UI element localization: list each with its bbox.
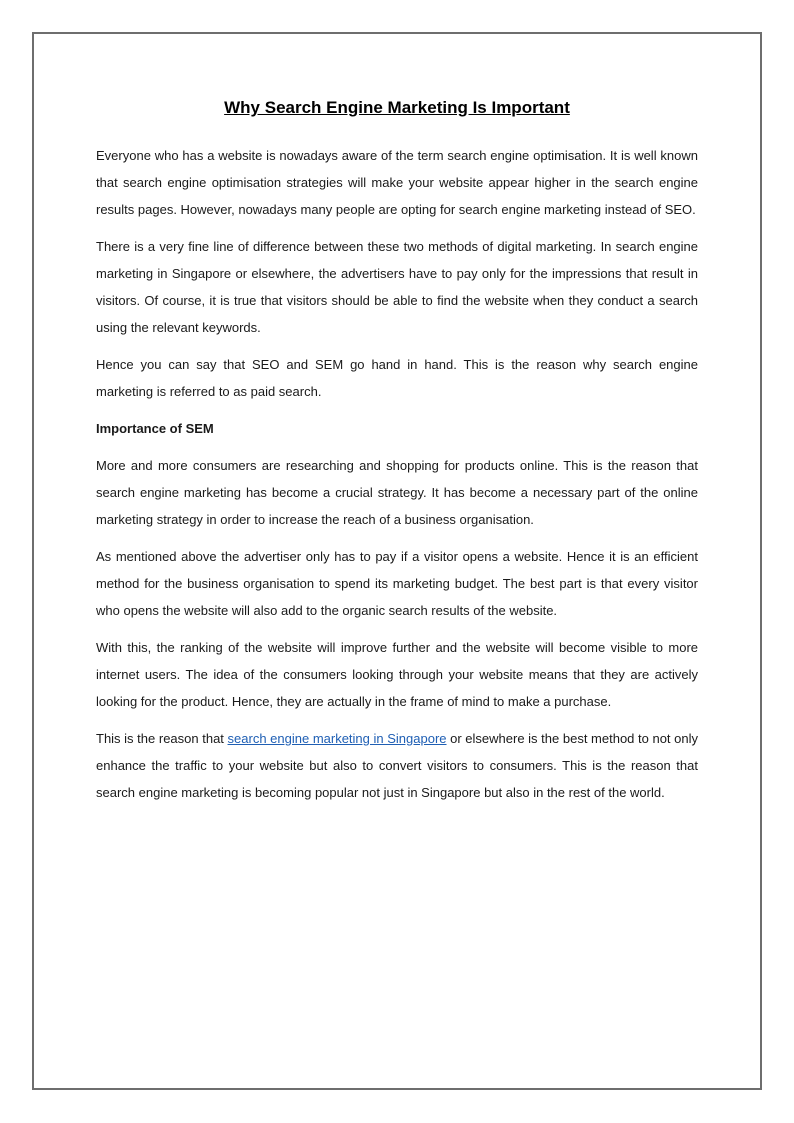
document-body	[96, 96, 698, 816]
paragraph: With this, the ranking of the website will improve further and the website will become visible to more internet users. The idea of the consumers looking through your website means that they are actively looking for the product. Hence, they are actually in the frame of mind to make a purchase.	[96, 640, 698, 709]
paragraph: Everyone who has a website is nowadays aware of the term search engine optimisation. It is well known that search engine optimisation strategies will make your website appear higher in the search engine results pages. However, nowadays many people are opting for search engine marketing instead of SEO.	[96, 148, 698, 217]
sem-singapore-link[interactable]: search engine marketing in Singapore	[227, 731, 447, 746]
final-paragraph-intro: This is the reason that	[96, 731, 228, 746]
final-paragraph	[96, 725, 698, 806]
final-paragraph-rest: or elsewhere is the best method to not only enhance the traffic to your website but also to convert visitors to consumers. This is the reason that search engine marketing is becoming popular not just in Singapore but also in the rest of the world.	[96, 731, 699, 800]
section-heading: Importance of SEM	[96, 421, 214, 436]
paragraph: There is a very fine line of difference between these two methods of digital marketing. In search engine marketing in Singapore or elsewhere, the advertisers have to pay only for the impressions that result in visitors. Of course, it is true that visitors should be able to find the website when they conduct a search using the relevant keywords.	[96, 239, 698, 335]
paragraph: More and more consumers are researching and shopping for products online. This is the reason that search engine marketing has become a crucial strategy. It has become a necessary part of the online marketing strategy in order to increase the reach of a business organisation.	[96, 458, 698, 527]
paragraph: Hence you can say that SEO and SEM go hand in hand. This is the reason why search engine marketing is referred to as paid search.	[96, 357, 698, 399]
document-title: Why Search Engine Marketing Is Important	[224, 98, 570, 117]
paragraph: As mentioned above the advertiser only has to pay if a visitor opens a website. Hence it is an efficient method for the business organisation to spend its marketing budget. The best part is that every visitor who opens the website will also add to the organic search results of the website.	[96, 549, 698, 618]
